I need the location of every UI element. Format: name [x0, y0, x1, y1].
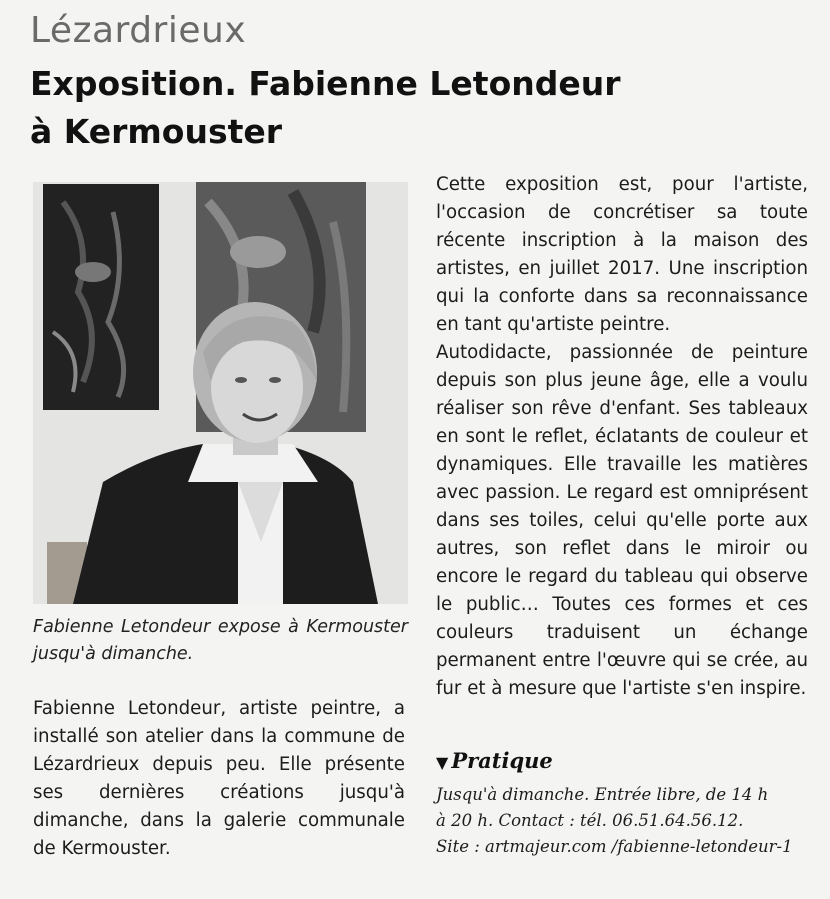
body-paragraph-3: Autodidacte, passionnée de peinture depuis son plus jeune âge, elle a voulu réaliser son rêve d'enfant. Ses tableaux en sont le reflet, éclatants de couleur et dynamiques. Elle travaille les matières avec passion. Le regard est omniprésent dans ses toiles, celui qu'elle porte aux autres, son reflet dans le miroir ou encore le regard du tableau qui observe le public… Toutes ces formes et ces couleurs traduisent un échange permanent entre l'œuvre qui se crée, au fur et à mesure que l'artiste s'en inspire. — [436, 342, 808, 699]
triangle-down-icon: ▼ — [436, 753, 449, 772]
body-text-right-column — [436, 171, 808, 703]
pratique-info — [436, 782, 816, 860]
pratique-contact-line: à 20 h. Contact : tél. 06.51.64.56.12. — [436, 811, 744, 830]
pratique-heading — [436, 748, 553, 773]
headline-line-2: à Kermouster — [30, 112, 283, 151]
pratique-title: Pratique — [451, 748, 553, 773]
pratique-dates-line: Jusqu'à dimanche. Entrée libre, de 14 h — [436, 785, 769, 804]
body-paragraph-2: Cette exposition est, pour l'artiste, l'occasion de concrétiser sa toute récente inscription à la maison des artistes, en juillet 2017. Une inscription qui la conforte dans sa reconnaissance en tant qu'artiste peintre. — [436, 174, 808, 335]
artist-photo — [33, 182, 408, 604]
painting-left — [43, 184, 159, 410]
pratique-website-line: Site : artmajeur.com /fabienne-letondeur-1 — [436, 837, 793, 856]
body-paragraph-intro: Fabienne Letondeur, artiste peintre, a installé son atelier dans la commune de Lézardrieux depuis peu. Elle présente ses dernières créations jusqu'à dimanche, dans la galerie communale de Kermouster. — [33, 698, 405, 859]
headline — [30, 60, 730, 156]
locality-rubric: Lézardrieux — [30, 10, 247, 51]
body-text-left-column — [33, 695, 405, 863]
photo-caption: Fabienne Letondeur expose à Kermouster jusqu'à dimanche. — [33, 617, 408, 664]
headline-line-1: Exposition. Fabienne Letondeur — [30, 64, 621, 103]
